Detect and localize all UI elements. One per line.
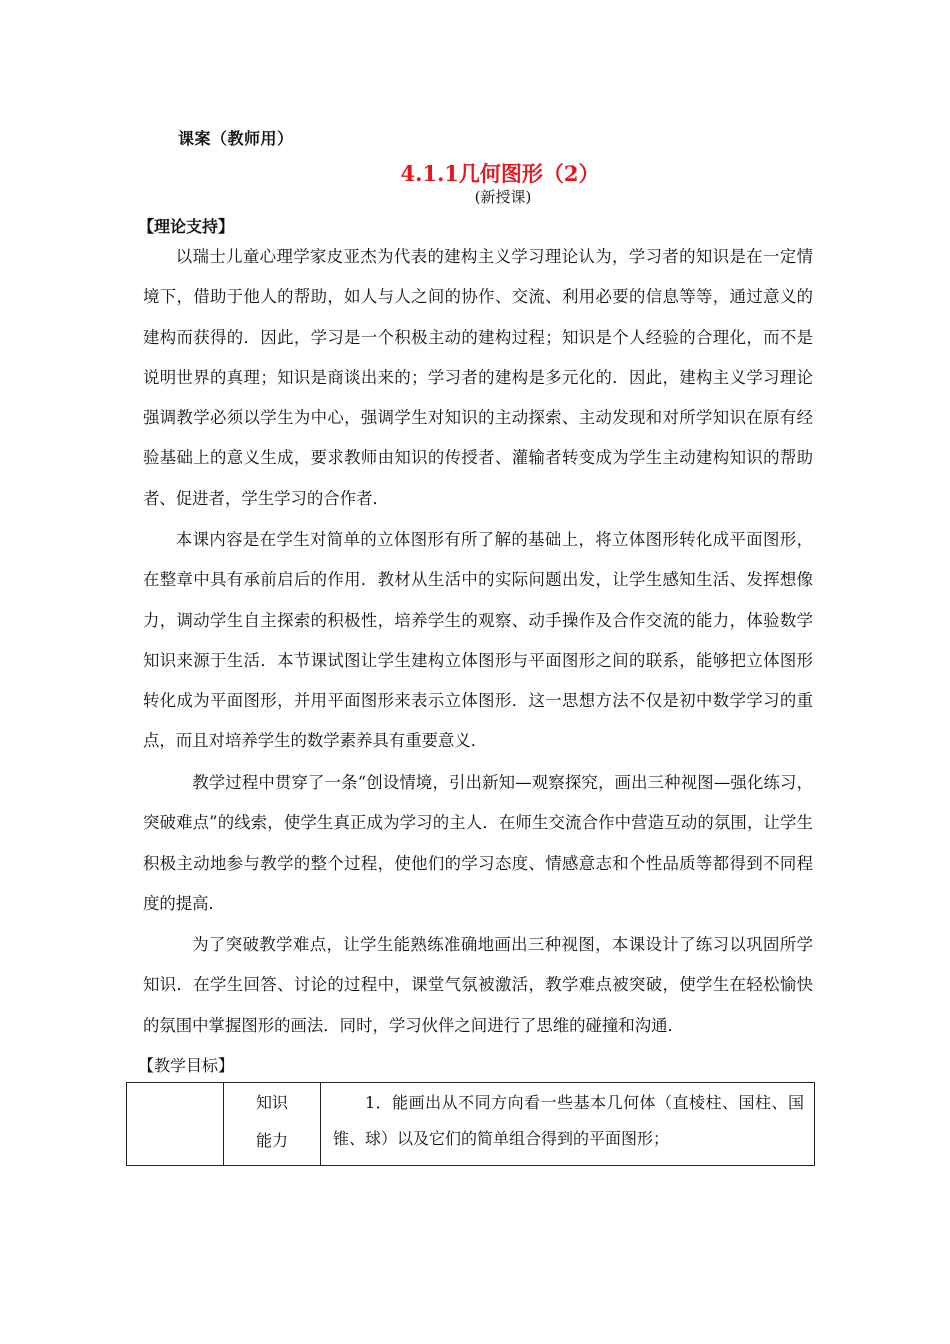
header-label: 课案（教师用） (178, 129, 294, 148)
cell-line: 能力 (255, 1131, 288, 1150)
paragraph-text: 为了突破教学难点，让学生能熟练准确地画出三种视图，本课设计了练习以巩固所学知识．在学生回答、讨论的过程中，课堂气氛被激活，教学难点被突破，使学生在轻松愉快的氛围中掌握图形的画法．同时，学习伙伴之间进行了思维的碰撞和沟通． (143, 935, 813, 1035)
cell-line: 知识 (255, 1093, 288, 1112)
theory-paragraph-2 (143, 520, 813, 762)
table-cell-category (127, 1083, 224, 1166)
goals-table (126, 1082, 815, 1166)
paragraph-text: 以瑞士儿童心理学家皮亚杰为代表的建构主义学习理论认为，学习者的知识是在一定情境下，借助于他人的帮助，如人与人之间的协作、交流、利用必要的信息等等，通过意义的建构而获得的．因此，学习是一个积极主动的建构过程；知识是个人经验的合理化，而不是说明世界的真理；知识是商谈出来的；学习者的建构是多元化的．因此，建构主义学习理论强调教学必须以学生为中心，强调学生对知识的主动探索、主动发现和对所学知识在原有经验基础上的意义生成，要求教师由知识的传授者、灌输者转变成为学生主动建构知识的帮助者、促进者，学生学习的合作者． (143, 247, 813, 508)
goal-text: 1．能画出从不同方向看一些基本几何体（直棱柱、国柱、国锥、球）以及它们的简单组合得到的平面图形； (333, 1093, 804, 1148)
table-cell-goal (321, 1083, 815, 1166)
page-subtitle: (新授课) (474, 188, 532, 206)
theory-paragraph-1 (143, 237, 813, 519)
theory-paragraph-4 (143, 925, 813, 1046)
page-title: 4.1.1几何图形（2） (400, 161, 600, 186)
theory-paragraph-3 (143, 763, 813, 924)
table-cell-type (224, 1083, 321, 1166)
goals-heading: 【教学目标】 (138, 1056, 235, 1075)
theory-heading: 【理论支持】 (138, 217, 235, 236)
paragraph-text: 教学过程中贯穿了一条“创设情境，引出新知—观察探究，画出三种视图—强化练习，突破难点”的线索，使学生真正成为学习的主人．在师生交流合作中营造互动的氛围，让学生积极主动地参与教学的整个过程，使他们的学习态度、情感意志和个性品质等都得到不同程度的提高． (143, 773, 813, 913)
paragraph-text: 本课内容是在学生对简单的立体图形有所了解的基础上，将立体图形转化成平面图形，在整章中具有承前启后的作用．教材从生活中的实际问题出发，让学生感知生活、发挥想像力，调动学生自主探索的积极性，培养学生的观察、动手操作及合作交流的能力，体验数学知识来源于生活．本节课试图让学生建构立体图形与平面图形之间的联系，能够把立体图形转化成为平面图形，并用平面图形来表示立体图形．这一思想方法不仅是初中数学学习的重点，而且对培养学生的数学素养具有重要意义． (143, 530, 813, 751)
table-row (127, 1083, 815, 1166)
